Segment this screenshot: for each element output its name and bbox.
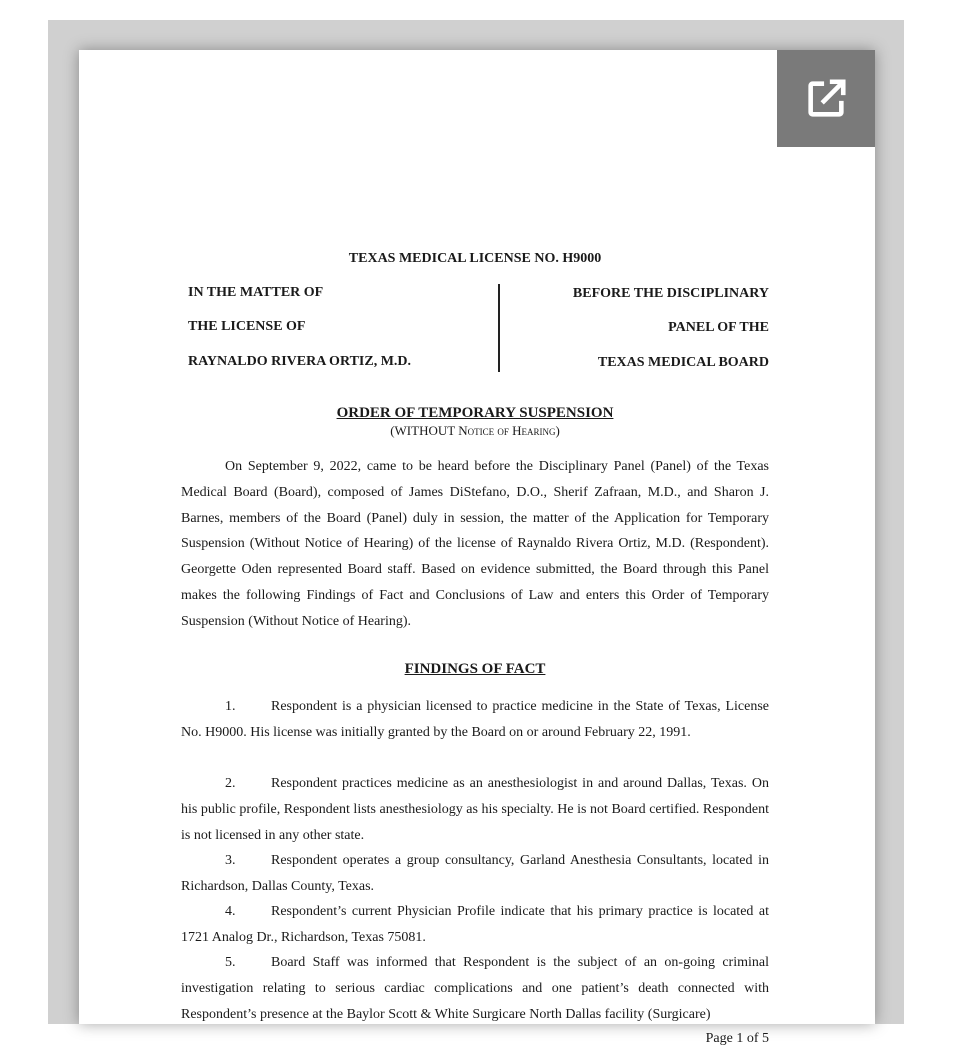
intro-paragraph-text: On September 9, 2022, came to be heard before the Disciplinary Panel (Panel) of the Texas Medical Board (Board), composed of James DiStefano, D.O., Sherif Zafraan, M.D., and Sharon J. Barnes, members of the Board (Panel) duly in session, the matter of the Application for Temporary Suspension (Without Notice of Hearing) of the license of Raynaldo Rivera Ortiz, M.D. (Respondent). Georgette Oden represented Board staff. Based on evidence submitted, the Board through this Panel makes the following Findings of Fact and Conclusions of Law and enters this Order of Temporary Suspension (Without Notice of Hearing).: [181, 459, 769, 629]
finding-text: Respondent operates a group consultancy, Garland Anesthesia Consultants, located in Richardson, Dallas County, Texas.: [181, 853, 769, 894]
finding-number: 3.: [225, 853, 236, 868]
finding-number: 4.: [225, 904, 236, 919]
finding-4: [181, 899, 769, 951]
finding-2: [181, 771, 769, 848]
caption-right-line-2: PANEL OF THE: [668, 320, 769, 335]
finding-1: [181, 694, 769, 746]
findings-title: FINDINGS OF FACT: [404, 661, 546, 677]
intro-paragraph: [181, 454, 769, 635]
caption-divider: [498, 284, 500, 372]
open-in-new-button[interactable]: [777, 50, 875, 147]
caption-left-line-1: IN THE MATTER OF: [188, 285, 324, 300]
page-number: Page 1 of 5: [705, 1031, 769, 1046]
finding-text: Respondent practices medicine as an anesthesiologist in and around Dallas, Texas. On his public profile, Respondent lists anesthesiology as his specialty. He is not Board certified. Respondent is not licensed in any other state.: [181, 776, 769, 843]
order-subtitle: [181, 423, 769, 439]
caption-left-line-2: THE LICENSE OF: [188, 319, 306, 334]
finding-number: 2.: [225, 776, 236, 791]
finding-number: 1.: [225, 699, 236, 714]
finding-3: [181, 848, 769, 900]
caption-left-line-3: RAYNALDO RIVERA ORTIZ, M.D.: [188, 354, 412, 369]
open-in-new-icon: [803, 76, 849, 122]
finding-text: Respondent’s current Physician Profile indicate that his primary practice is located at 1721 Analog Dr., Richardson, Texas 75081.: [181, 904, 769, 945]
order-subtitle-text: (WITHOUT Notice of Hearing): [390, 423, 560, 438]
caption-right-line-3: TEXAS MEDICAL BOARD: [597, 355, 769, 370]
order-title: ORDER OF TEMPORARY SUSPENSION: [336, 405, 614, 421]
finding-text: Respondent is a physician licensed to practice medicine in the State of Texas, License No. H9000. His license was initially granted by the Board on or around February 22, 1991.: [181, 699, 769, 740]
caption-right-line-1: BEFORE THE DISCIPLINARY: [572, 286, 769, 301]
document-page: [79, 50, 875, 1046]
finding-5: [181, 950, 769, 1027]
license-number-heading: TEXAS MEDICAL LICENSE NO. H9000: [348, 251, 602, 266]
finding-text: Board Staff was informed that Respondent is the subject of an on-going criminal investigation relating to serious cardiac complications and one patient’s death connected with Respondent’s presence at the Baylor Scott & White Surgicare North Dallas facility (Surgicare): [181, 955, 769, 1022]
finding-number: 5.: [225, 955, 236, 970]
